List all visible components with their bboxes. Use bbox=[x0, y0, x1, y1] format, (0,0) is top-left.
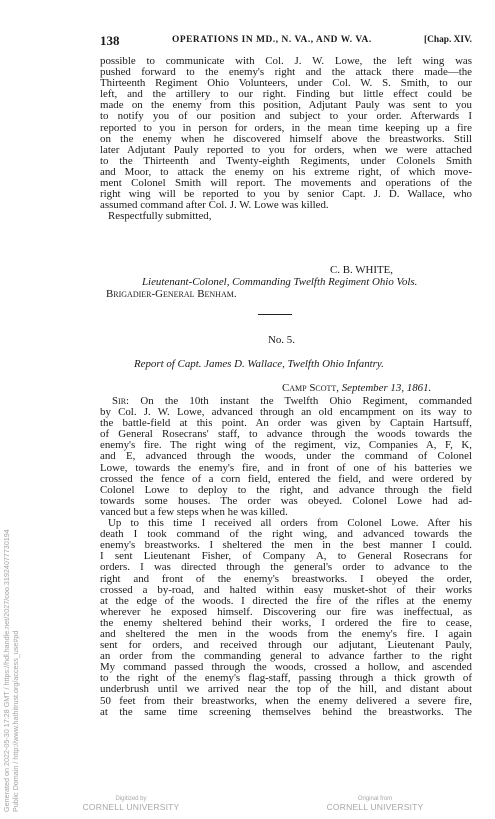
text-line: Lowe, towards the enemy's fire, and in front of one of his batteries we bbox=[100, 461, 472, 474]
text-line: and Moor, to attack the enemy on his extreme right, of which move- bbox=[100, 165, 472, 178]
running-title: OPERATIONS IN MD., N. VA., AND W. VA. bbox=[172, 35, 372, 45]
text-line: to the right of the enemy's flag-staff, passing through a thick growth of bbox=[100, 672, 472, 685]
original-from-watermark bbox=[320, 796, 430, 812]
report-title: Report of Capt. James D. Wallace, Twelfth Ohio Infantry. bbox=[134, 358, 384, 370]
text-line: to notify you of our position and subject to your order. Afterwards I bbox=[100, 110, 472, 123]
watermark-caption: Digitized by bbox=[115, 796, 147, 802]
stamp-line: Public Domain / http://www.hathitrust.org/access_use#pd bbox=[11, 630, 20, 812]
document-number: No. 5. bbox=[268, 334, 295, 346]
text-line: enemy's fire. The right wing of the regiment, viz, Companies A, F, K, bbox=[100, 439, 472, 452]
running-header bbox=[100, 34, 472, 48]
date: September 13, 1861. bbox=[341, 382, 432, 394]
text-line: assumed command after Col. J. W. Lowe was killed. bbox=[100, 199, 329, 212]
text-line: vanced but a few steps when he was killed. bbox=[100, 505, 288, 518]
text-line: made on the enemy from this position, Adjutant Pauly was sent to you bbox=[100, 99, 472, 112]
text-line: possible to communicate with Col. J. W. Lowe, the left wing was bbox=[100, 55, 472, 67]
text-line: Thirteenth Regiment Ohio Volunteers, under Col. W. S. Smith, to our bbox=[100, 77, 472, 90]
addressee: Brigadier-General Benham. bbox=[106, 288, 237, 300]
text-line: and E, advanced through the woods, under the command of Colonel bbox=[100, 450, 472, 463]
text-line: orders. I was directed through the general's order to advance to the bbox=[100, 561, 472, 574]
signature-rank: Lieutenant-Colonel, Commanding Twelfth Regiment Ohio Vols. bbox=[142, 276, 418, 288]
text-line: Sir: On the 10th instant the Twelfth Ohio Regiment, commanded bbox=[112, 395, 472, 407]
text-line: sent for orders, and received through our adjutant, Lieutenant Pauly, bbox=[100, 639, 472, 652]
text-line: later Adjutant Pauly reported to you for orders, when we were attached bbox=[100, 143, 472, 156]
text-line: to the Thirteenth and Twenty-eighth Regiments, under Colonels Smith bbox=[100, 154, 472, 167]
text-line: right and front of the enemy's breastworks. I obeyed the order, bbox=[100, 572, 472, 585]
text-line: and sheltered the men in the woods from the enemy's fire. I again bbox=[100, 627, 472, 640]
text-line: the enemy sheltered behind their works, I ordered the fire to cease, bbox=[100, 616, 472, 629]
text-line: wherever he exposed himself. Discovering our fire was ineffectual, as bbox=[100, 605, 472, 618]
text-line: right wing will be reported to you by senior Capt. J. D. Wallace, who bbox=[100, 188, 472, 201]
text-line: ment Colonel Smith will report. The movements and operations of the bbox=[100, 177, 472, 190]
text-line: an order from the commanding general to advance farther to the right bbox=[100, 650, 472, 663]
digitized-by-watermark bbox=[76, 796, 186, 812]
text-line: the battle-field at this point. An order was given by Captain Hartsuff, bbox=[100, 417, 472, 430]
text-line: crossed the fence of a corn field, entered the field, and were ordered by bbox=[100, 472, 472, 485]
chapter-label: [Chap. XIV. bbox=[423, 35, 472, 45]
place-date-line bbox=[282, 382, 431, 394]
text-line: enemy's breastworks. I sheltered the men in the best manner I could. bbox=[100, 539, 472, 552]
text-line: at the same time screening themselves behind the breastworks. The bbox=[100, 705, 472, 718]
stamp-line: Generated on 2022-05-30 17:28 GMT / https://hdl.handle.net/2027/coo.31924077730194 bbox=[2, 529, 11, 812]
text-line: death I took command of the right wing, and advanced towards the bbox=[100, 528, 472, 541]
text-line: crossed a by-road, and halted within easy musket-shot of their works bbox=[100, 583, 472, 596]
text-line: by Col. J. W. Lowe, advanced through an old encampment on its way to bbox=[100, 406, 472, 419]
watermark-institution: CORNELL UNIVERSITY bbox=[82, 802, 180, 812]
text-line: Up to this time I received all orders from Colonel Lowe. After his bbox=[108, 517, 472, 530]
text-line: towards some houses. The order was obeyed. Colonel Lowe had ad- bbox=[100, 494, 472, 507]
text-line: of General Rosecrans' staff, to advance through the woods towards the bbox=[100, 428, 472, 441]
text-line: on the enemy when he discovered himself above the breastworks. Still bbox=[100, 132, 472, 145]
report1-body bbox=[100, 56, 472, 222]
text-line: underbrush until we arrived near the top of the hill, and distant about bbox=[100, 683, 472, 696]
page-number: 138 bbox=[100, 33, 120, 48]
watermark-institution: CORNELL UNIVERSITY bbox=[326, 802, 424, 812]
text-line: 50 feet from their breastworks, when the enemy delivered a severe fire, bbox=[100, 694, 472, 707]
text-line: pushed forward to the enemy's right and the attack there made—the bbox=[100, 66, 472, 79]
salutation: Sir: bbox=[112, 395, 130, 407]
signature-name: C. B. WHITE, bbox=[330, 264, 394, 276]
text-line: My command passed through the woods, crossed a hollow, and ascended bbox=[100, 661, 472, 674]
text-line: at the edge of the woods. I directed the fire of the rifles at the enemy bbox=[100, 594, 472, 607]
text-line: Colonel Lowe to deploy to the right, and advance through the field bbox=[100, 483, 472, 496]
place: Camp Scott, bbox=[282, 382, 339, 394]
watermark-caption: Original from bbox=[357, 796, 393, 802]
report2-body bbox=[100, 396, 472, 718]
access-stamp bbox=[2, 292, 26, 812]
section-divider bbox=[258, 314, 292, 315]
text-line: left, and the artillery to our right. Finding but little effect could be bbox=[100, 88, 472, 101]
closing-line: Respectfully submitted, bbox=[108, 210, 212, 223]
text-line: reported to you in person for orders, in the mean time keeping up a fire bbox=[100, 121, 472, 134]
text-line: I sent Lieutenant Fisher, of Company A, to General Rosecrans for bbox=[100, 550, 472, 563]
